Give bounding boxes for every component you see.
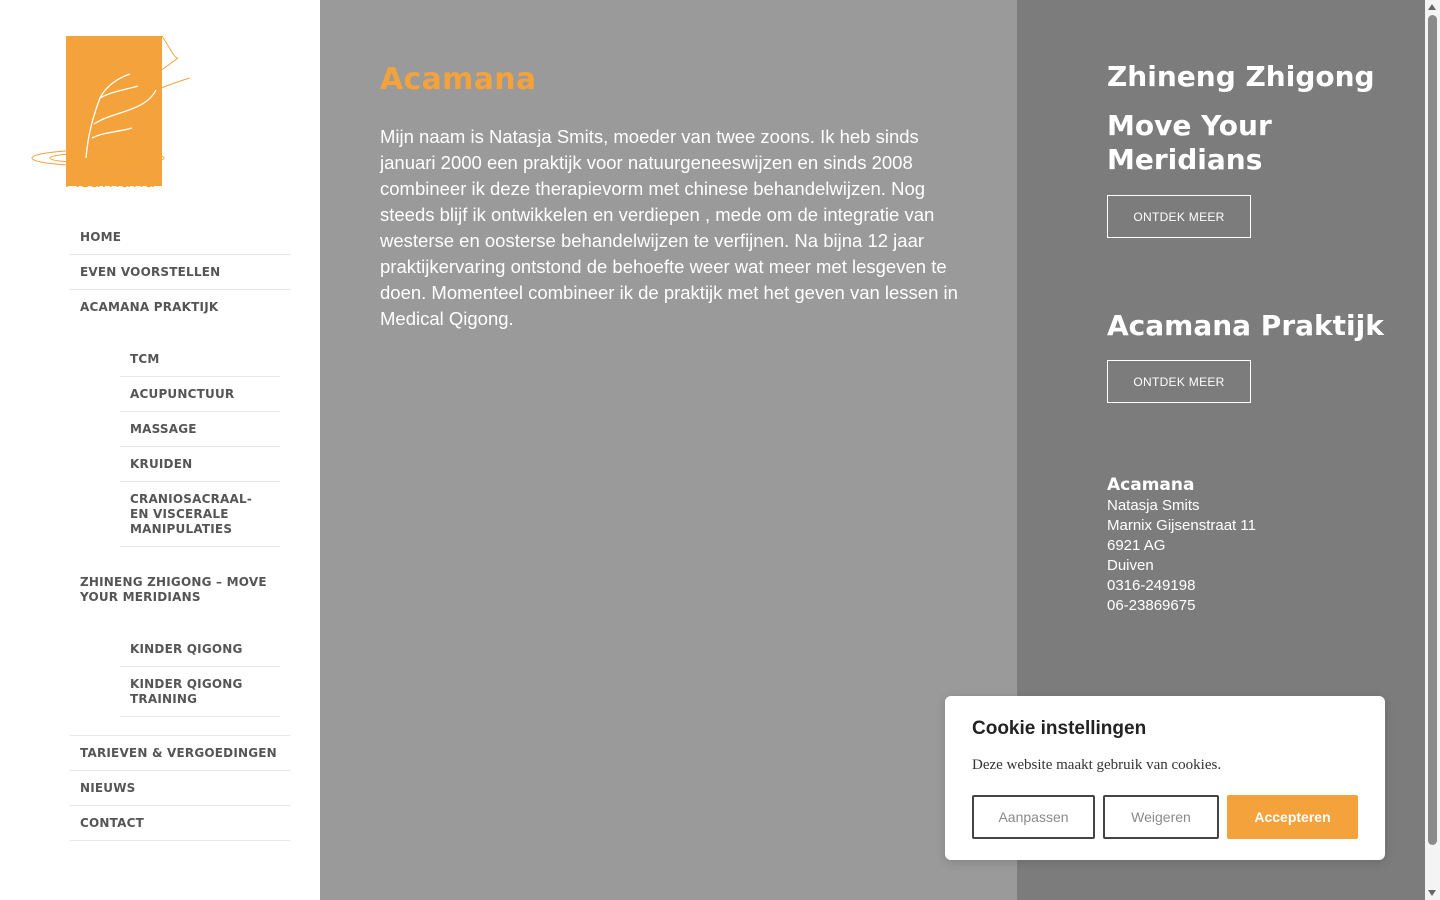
logo-text: Acamana	[66, 170, 156, 192]
page-scrollbar[interactable]	[1425, 0, 1440, 900]
nav-massage[interactable]: MASSAGE	[120, 412, 280, 447]
nav-craniosacraal[interactable]: CRANIOSACRAAL- EN VISCERALE MANIPULATIES	[120, 482, 280, 547]
praktijk-submenu	[120, 342, 280, 547]
nav-kinder-qigong-training[interactable]: KINDER QIGONG TRAINING	[120, 667, 280, 717]
nav-acupunctuur[interactable]: ACUPUNCTUUR	[120, 377, 280, 412]
contact-block	[1107, 474, 1256, 616]
main-content	[320, 0, 1017, 900]
cookie-accept-button[interactable]: Accepteren	[1227, 795, 1358, 839]
cookie-text: Deze website maakt gebruik van cookies.	[972, 757, 1222, 773]
meridians-heading: Move Your Meridians	[1107, 109, 1272, 176]
page-title: Acamana	[380, 62, 537, 97]
contact-person: Natasja Smits	[1107, 497, 1200, 514]
cookie-reject-button[interactable]: Weigeren	[1103, 795, 1219, 839]
nav-contact[interactable]: CONTACT	[70, 806, 290, 841]
nav-acamana-praktijk[interactable]: ACAMANA PRAKTIJK	[80, 300, 219, 314]
cookie-customize-button[interactable]: Aanpassen	[972, 795, 1095, 839]
main-navigation	[70, 220, 290, 841]
nav-nieuws[interactable]: NIEUWS	[70, 771, 290, 806]
nav-zhineng-zhigong[interactable]: ZHINENG ZHIGONG – MOVE YOUR MERIDIANS	[80, 575, 267, 604]
nav-tarieven[interactable]: TARIEVEN & VERGOEDINGEN	[70, 735, 290, 771]
contact-postcode: 6921 AG	[1107, 537, 1166, 554]
scroll-down-icon[interactable]	[1428, 890, 1436, 896]
contact-name: Acamana	[1107, 475, 1195, 495]
scroll-up-icon[interactable]	[1428, 4, 1436, 10]
intro-text: Mijn naam is Natasja Smits, moeder van twee zoons. Ik heb sinds januari 2000 een praktijk voor natuurgeneeswijzen en sinds 2008 combineer ik deze therapievorm met chinese behandelwijzen. Nog steeds blijf ik ontwikkelen en verdiepen , mede om de integratie van westerse en oosterse behandelwijzen te verfijnen. Na bijna 12 jaar praktijkervaring ontstond de behoefte weer wat meer met lesgeven te doen. Momenteel combineer ik de praktijk met het geven van lessen in Medical Qigong.	[380, 126, 958, 329]
discover-zhineng-button[interactable]: ONTDEK MEER	[1107, 195, 1251, 238]
contact-city: Duiven	[1107, 557, 1154, 574]
cookie-title: Cookie instellingen	[972, 718, 1147, 739]
scroll-thumb[interactable]	[1428, 15, 1437, 845]
cookie-dialog	[945, 696, 1385, 860]
nav-home[interactable]: HOME	[70, 220, 290, 255]
logo-hand-icon	[28, 28, 193, 193]
contact-phone-1: 0316-249198	[1107, 577, 1196, 594]
nav-kruiden[interactable]: KRUIDEN	[120, 447, 280, 482]
zhineng-heading: Zhineng Zhigong	[1107, 60, 1375, 93]
discover-praktijk-button[interactable]: ONTDEK MEER	[1107, 360, 1251, 403]
nav-even-voorstellen[interactable]: EVEN VOORSTELLEN	[70, 255, 290, 290]
contact-phone-2: 06-23869675	[1107, 597, 1196, 614]
acamana-logo[interactable]	[28, 28, 193, 193]
sidebar	[0, 0, 320, 900]
zhineng-submenu	[120, 632, 280, 717]
nav-kinder-qigong[interactable]: KINDER QIGONG	[120, 632, 280, 667]
nav-tcm[interactable]: TCM	[120, 342, 280, 377]
contact-street: Marnix Gijsenstraat 11	[1107, 517, 1256, 534]
praktijk-heading: Acamana Praktijk	[1107, 309, 1384, 342]
